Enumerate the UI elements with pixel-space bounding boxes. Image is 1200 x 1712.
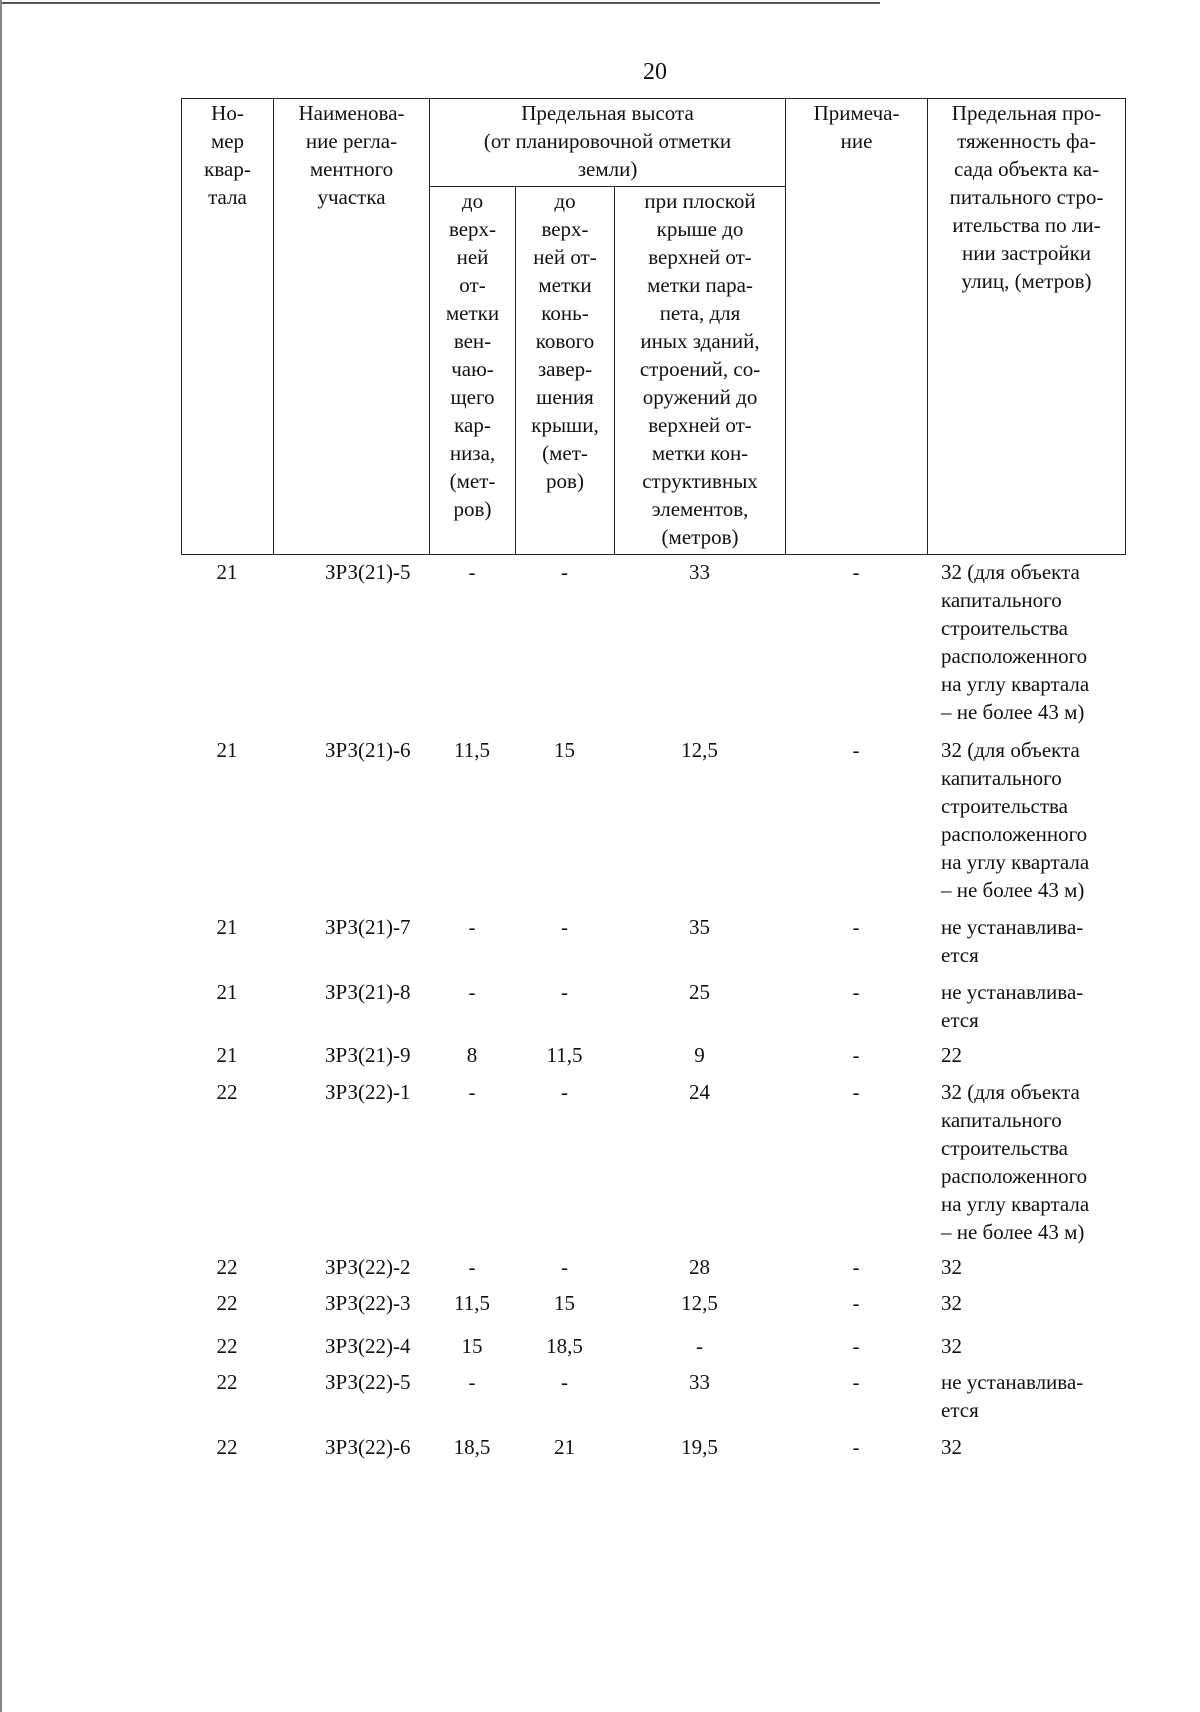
cell-quarter: 21 <box>216 1043 238 1067</box>
table-row <box>181 1368 1125 1433</box>
cell-quarter: 21 <box>216 980 238 1004</box>
cell-note: - <box>852 980 860 1004</box>
cell-facade: 32 (для объекта капитального строительства расположенного на углу квартала – не более 43 м) <box>941 1080 1090 1244</box>
cell-facade: 32 (для объекта капитального строительства расположенного на углу квартала – не более 43 м) <box>941 738 1090 902</box>
cell-site-name: ЗРЗ(21)-6 <box>325 738 411 762</box>
cell-site-name: ЗРЗ(21)-9 <box>325 1043 411 1067</box>
cell-facade: не устанавлива- ется <box>941 980 1084 1032</box>
cell-quarter: 21 <box>216 915 238 939</box>
scan-edge-top <box>0 2 880 4</box>
cell-facade: не устанавлива- ется <box>941 1370 1084 1422</box>
cell-site-name: ЗРЗ(22)-3 <box>325 1291 411 1315</box>
cell-ridge: - <box>561 560 568 584</box>
table-row <box>181 1253 1125 1289</box>
cell-site-name: ЗРЗ(22)-6 <box>325 1435 411 1459</box>
cell-site-name: ЗРЗ(21)-5 <box>325 560 411 584</box>
cell-note: - <box>852 560 860 584</box>
header-cornice-height: до верх- ней от- метки вен- чаю- щего кар- низа, (мет- ров) <box>430 187 516 555</box>
header-height-limit: Предельная высота (от планировочной отметки земли) <box>430 99 786 187</box>
cell-site-name: ЗРЗ(22)-1 <box>325 1080 411 1104</box>
cell-quarter: 22 <box>216 1291 238 1315</box>
cell-quarter: 22 <box>216 1334 238 1358</box>
header-quarter-number: Но- мер квар- тала <box>182 99 274 555</box>
cell-parapet: 12,5 <box>681 1291 718 1315</box>
cell-note: - <box>852 1334 860 1358</box>
cell-note: - <box>852 1435 860 1459</box>
table-row <box>181 1078 1125 1253</box>
cell-ridge: - <box>561 1255 568 1279</box>
table-body <box>181 558 1125 1469</box>
cell-quarter: 21 <box>216 738 238 762</box>
cell-quarter: 22 <box>216 1080 238 1104</box>
table-row <box>181 1041 1125 1078</box>
cell-quarter: 22 <box>216 1435 238 1459</box>
cell-facade: 32 <box>941 1291 962 1315</box>
page-number: 20 <box>643 59 667 85</box>
cell-parapet: 35 <box>689 915 710 939</box>
cell-parapet: - <box>696 1334 703 1358</box>
cell-quarter: 22 <box>216 1370 238 1394</box>
cell-cornice: - <box>468 980 476 1004</box>
table-row <box>181 736 1125 913</box>
cell-parapet: 25 <box>689 980 710 1004</box>
cell-facade: 32 <box>941 1255 962 1279</box>
cell-cornice: 8 <box>466 1043 478 1067</box>
header-note: Примеча- ние <box>786 99 928 555</box>
table-row <box>181 913 1125 978</box>
cell-quarter: 22 <box>216 1255 238 1279</box>
table-row <box>181 1433 1125 1469</box>
header-facade-length: Предельная про- тяженность фа- сада объекта ка- питального стро- ительства по ли- нии застройки улиц, (метров) <box>928 99 1126 555</box>
cell-facade: 32 <box>941 1435 962 1459</box>
cell-site-name: ЗРЗ(22)-4 <box>325 1334 411 1358</box>
cell-site-name: ЗРЗ(21)-7 <box>325 915 411 939</box>
cell-ridge: 11,5 <box>546 1043 583 1067</box>
cell-ridge: 18,5 <box>546 1334 583 1358</box>
cell-note: - <box>852 1291 860 1315</box>
cell-site-name: ЗРЗ(22)-2 <box>325 1255 411 1279</box>
header-parapet-height: при плоской крыше до верхней от- метки пара- пета, для иных зданий, строений, со- оружений до верхней от- метки кон- структивных элементов, (метров) <box>615 187 786 555</box>
cell-parapet: 24 <box>689 1080 710 1104</box>
cell-parapet: 33 <box>689 560 710 584</box>
cell-site-name: ЗРЗ(22)-5 <box>325 1370 411 1394</box>
cell-cornice: 11,5 <box>454 738 490 762</box>
cell-ridge: - <box>561 980 568 1004</box>
cell-note: - <box>852 1043 860 1067</box>
cell-ridge: 21 <box>554 1435 575 1459</box>
cell-cornice: - <box>468 560 476 584</box>
cell-parapet: 28 <box>689 1255 710 1279</box>
cell-note: - <box>852 1255 860 1279</box>
cell-note: - <box>852 738 860 762</box>
cell-ridge: - <box>561 1080 568 1104</box>
cell-note: - <box>852 1370 860 1394</box>
table-row <box>181 1332 1125 1368</box>
cell-cornice: - <box>468 1370 476 1394</box>
cell-facade: не устанавлива- ется <box>941 915 1084 967</box>
header-ridge-height: до верх- ней от- метки конь- кового завер- шения крыши, (мет- ров) <box>516 187 615 555</box>
cell-ridge: 15 <box>554 1291 575 1315</box>
table-row <box>181 1289 1125 1332</box>
scan-edge-left <box>0 0 2 1712</box>
cell-note: - <box>852 1080 860 1104</box>
cell-parapet: 12,5 <box>681 738 718 762</box>
cell-cornice: - <box>468 1255 476 1279</box>
cell-facade: 22 <box>941 1043 962 1067</box>
cell-cornice: 18,5 <box>453 1435 491 1459</box>
table-row <box>181 558 1125 736</box>
cell-note: - <box>852 915 860 939</box>
cell-ridge: - <box>561 1370 568 1394</box>
cell-parapet: 9 <box>694 1043 705 1067</box>
cell-cornice: 11,5 <box>454 1291 490 1315</box>
cell-cornice: 15 <box>461 1334 483 1358</box>
cell-facade: 32 <box>941 1334 962 1358</box>
cell-facade: 32 (для объекта капитального строительства расположенного на углу квартала – не более 43 м) <box>941 560 1090 724</box>
table-row <box>181 978 1125 1041</box>
cell-site-name: ЗРЗ(21)-8 <box>325 980 411 1004</box>
cell-parapet: 19,5 <box>681 1435 718 1459</box>
cell-quarter: 21 <box>216 560 238 584</box>
table-header <box>181 98 1126 555</box>
cell-ridge: 15 <box>554 738 575 762</box>
cell-cornice: - <box>468 1080 476 1104</box>
cell-parapet: 33 <box>689 1370 710 1394</box>
header-site-name: Наименова- ние регла- ментного участка <box>274 99 430 555</box>
cell-cornice: - <box>468 915 476 939</box>
cell-ridge: - <box>561 915 568 939</box>
